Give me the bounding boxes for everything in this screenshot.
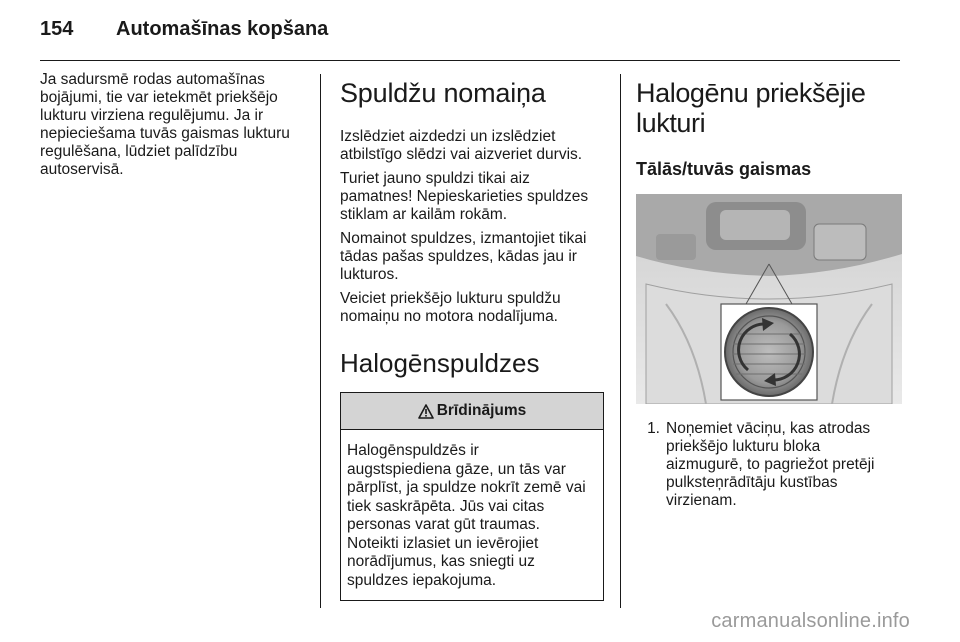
paragraph-same-bulbs: Nomainot spuldzes, izmantojiet tikai tādas pašas spuldzes, kādas jau ir lukturos. xyxy=(340,230,587,283)
warning-body xyxy=(341,430,603,600)
step-list xyxy=(636,420,902,510)
page-number: 154 xyxy=(40,18,74,40)
warning-box xyxy=(340,392,604,601)
warning-title: Brīdinājums xyxy=(436,402,527,419)
intro-paragraph: Ja sadursmē rodas automašīnas bojājumi, tie var ietekmēt priekšējo lukturu virziena regulējumu. Ja ir nepieciešama tuvās gaismas lukturu regulēšana, lūdziet palīdzību autoservisā. xyxy=(40,71,290,178)
list-item xyxy=(636,420,902,510)
page-title: Automašīnas kopšana xyxy=(116,18,329,40)
warning-text: Halogēnspuldzēs ir augstspiediena gāze, un tās var pārplīst, ja spuldze nokrīt zemē vai tiek saskrāpēta. Jūs vai citas personas varat gūt traumas. Noteikti izlasiet un ievērojiet norādījumus, kas sniegti uz spuldzes iepakojuma. xyxy=(347,442,586,589)
paragraph-hold-bulb: Turiet jauno spuldzi tikai aiz pamatnes! Nepieskarieties spuldzes stiklam ar kailām rokām. xyxy=(340,170,589,223)
header-rule xyxy=(40,60,900,61)
watermark: carmanualsonline.info xyxy=(711,610,910,632)
warning-triangle-icon xyxy=(418,404,434,419)
section-heading-halogen-headlights: Halogēnu priekšējie lukturi xyxy=(636,78,866,138)
page-header xyxy=(40,18,328,48)
paragraph-ignition: Izslēdziet aizdedzi un izslēdziet atbilstīgo slēdzi vai aizveriet durvis. xyxy=(340,128,583,163)
column-2 xyxy=(340,64,602,601)
paragraph-engine-compartment: Veiciet priekšējo lukturu spuldžu nomaiņu no motora nodalījuma. xyxy=(340,290,561,325)
section-heading-bulb-replacement: Spuldžu nomaiņa xyxy=(340,78,546,108)
engine-compartment-illustration xyxy=(636,194,902,404)
subheading-halogen-bulbs: Halogēnspuldzes xyxy=(340,348,540,378)
warning-header xyxy=(341,393,603,430)
step-text: Noņemiet vāciņu, kas atrodas priekšējo lukturu bloka aizmugurē, to pagriežot pretēji pulksteņrādītāju kustības virzienam. xyxy=(666,420,875,509)
subheading-high-low-beam: Tālās/tuvās gaismas xyxy=(636,159,812,179)
step-number: 1. xyxy=(647,420,660,437)
column-1 xyxy=(40,64,310,179)
column-divider-2 xyxy=(620,74,621,608)
column-divider-1 xyxy=(320,74,321,608)
column-3 xyxy=(636,64,902,526)
